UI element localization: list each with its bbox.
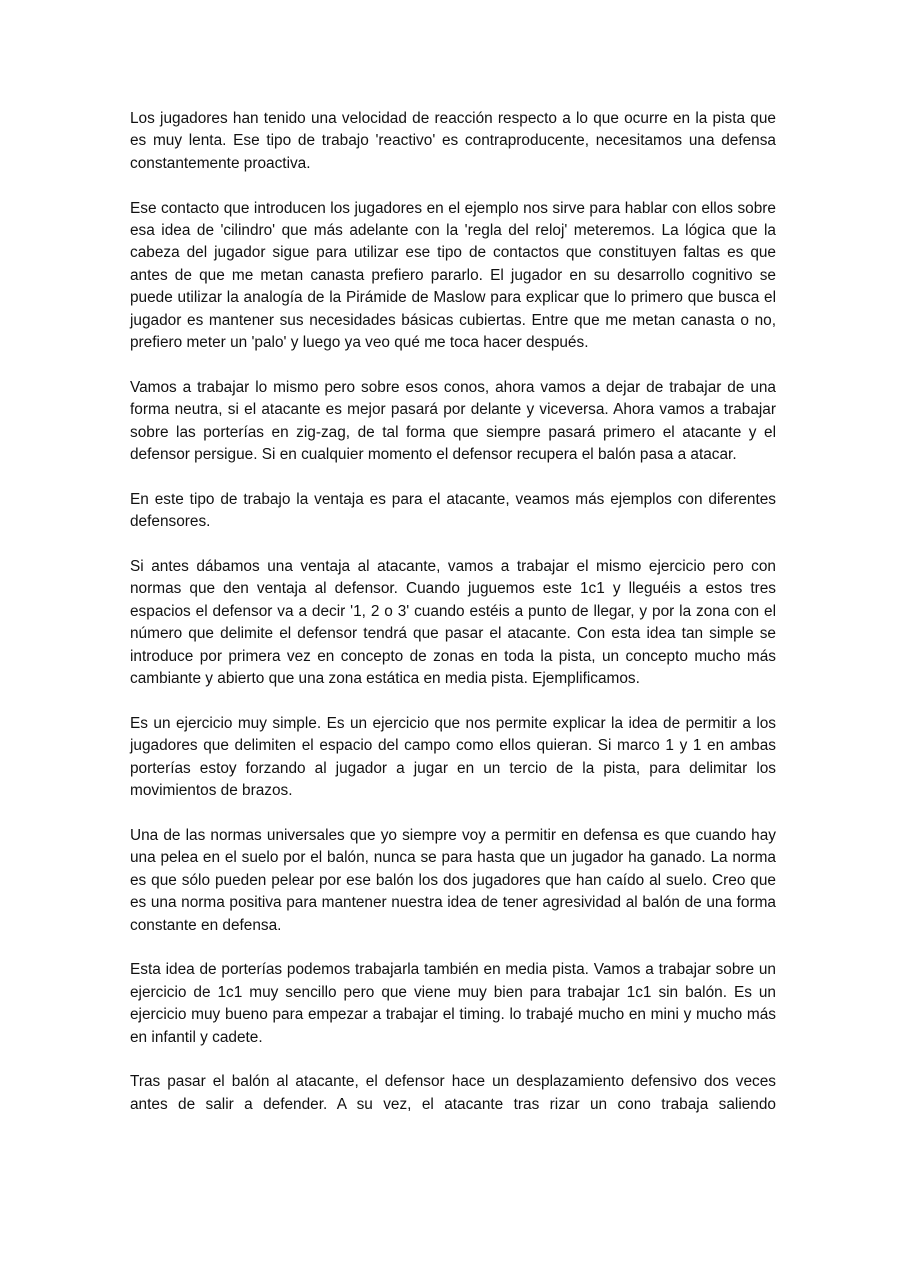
paragraph-4: En este tipo de trabajo la ventaja es para el atacante, veamos más ejemplos con diferentes defensores. [130,490,776,531]
paragraph-8: Esta idea de porterías podemos trabajarla también en media pista. Vamos a trabajar sobre un ejercicio de 1c1 muy sencillo pero que viene muy bien para trabajar 1c1 sin balón. Es un ejercicio muy bueno para empezar a trabajar el timing. lo trabajé mucho en mini y mucho más en infantil y cadete. [130,961,776,1046]
document-page [130,108,776,1116]
paragraph-2: Ese contacto que introducen los jugadores en el ejemplo nos sirve para hablar con ellos sobre esa idea de 'cilindro' que más adelante con la 'regla del reloj' meteremos. La lógica que la cabeza del jugador sigue para utilizar ese tipo de contactos que constituyen faltas es que antes de que me metan canasta prefiero pararlo. El jugador en su desarrollo cognitivo se puede utilizar la analogía de la Pirámide de Maslow para explicar que lo primero que busca el jugador es mantener sus necesidades básicas cubiertas. Entre que me metan canasta o no, prefiero meter un 'palo' y luego ya veo qué me toca hacer después. [130,199,776,352]
paragraph-9: Tras pasar el balón al atacante, el defensor hace un desplazamiento defensivo dos veces antes de salir a defender. A su vez, el atacante tras rizar un cono trabaja saliendo [130,1073,776,1113]
paragraph-1: Los jugadores han tenido una velocidad de reacción respecto a lo que ocurre en la pista que es muy lenta. Ese tipo de trabajo 'reactivo' es contraproducente, necesitamos una defensa constantemente proactiva. [130,110,776,172]
paragraph-5: Si antes dábamos una ventaja al atacante, vamos a trabajar el mismo ejercicio pero con normas que den ventaja al defensor. Cuando juguemos este 1c1 y lleguéis a estos tres espacios el defensor va a decir '1, 2 o 3' cuando estéis a punto de llegar, y por la zona con el número que delimite el defensor tendrá que pasar el atacante. Con esta idea tan simple se introduce por primera vez en concepto de zonas en toda la pista, un concepto mucho más cambiante y abierto que una zona estática en media pista. Ejemplificamos. [130,558,776,688]
paragraph-7: Una de las normas universales que yo siempre voy a permitir en defensa es que cuando hay una pelea en el suelo por el balón, nunca se para hasta que un jugador ha ganado. La norma es que sólo pueden pelear por ese balón los dos jugadores que han caído al suelo. Creo que es una norma positiva para mantener nuestra idea de tener agresividad al balón de una forma constante en defensa. [130,826,776,934]
paragraph-3: Vamos a trabajar lo mismo pero sobre esos conos, ahora vamos a dejar de trabajar de una forma neutra, si el atacante es mejor pasará por delante y viceversa. Ahora vamos a trabajar sobre las porterías en zig-zag, de tal forma que siempre pasará primero el atacante y el defensor persigue. Si en cualquier momento el defensor recupera el balón pasa a atacar. [130,378,776,464]
paragraph-6: Es un ejercicio muy simple. Es un ejercicio que nos permite explicar la idea de permitir a los jugadores que delimiten el espacio del campo como ellos quieran. Si marco 1 y 1 en ambas porterías estoy forzando al jugador a jugar en un tercio de la pista, para delimitar los movimientos de brazos. [130,714,776,800]
